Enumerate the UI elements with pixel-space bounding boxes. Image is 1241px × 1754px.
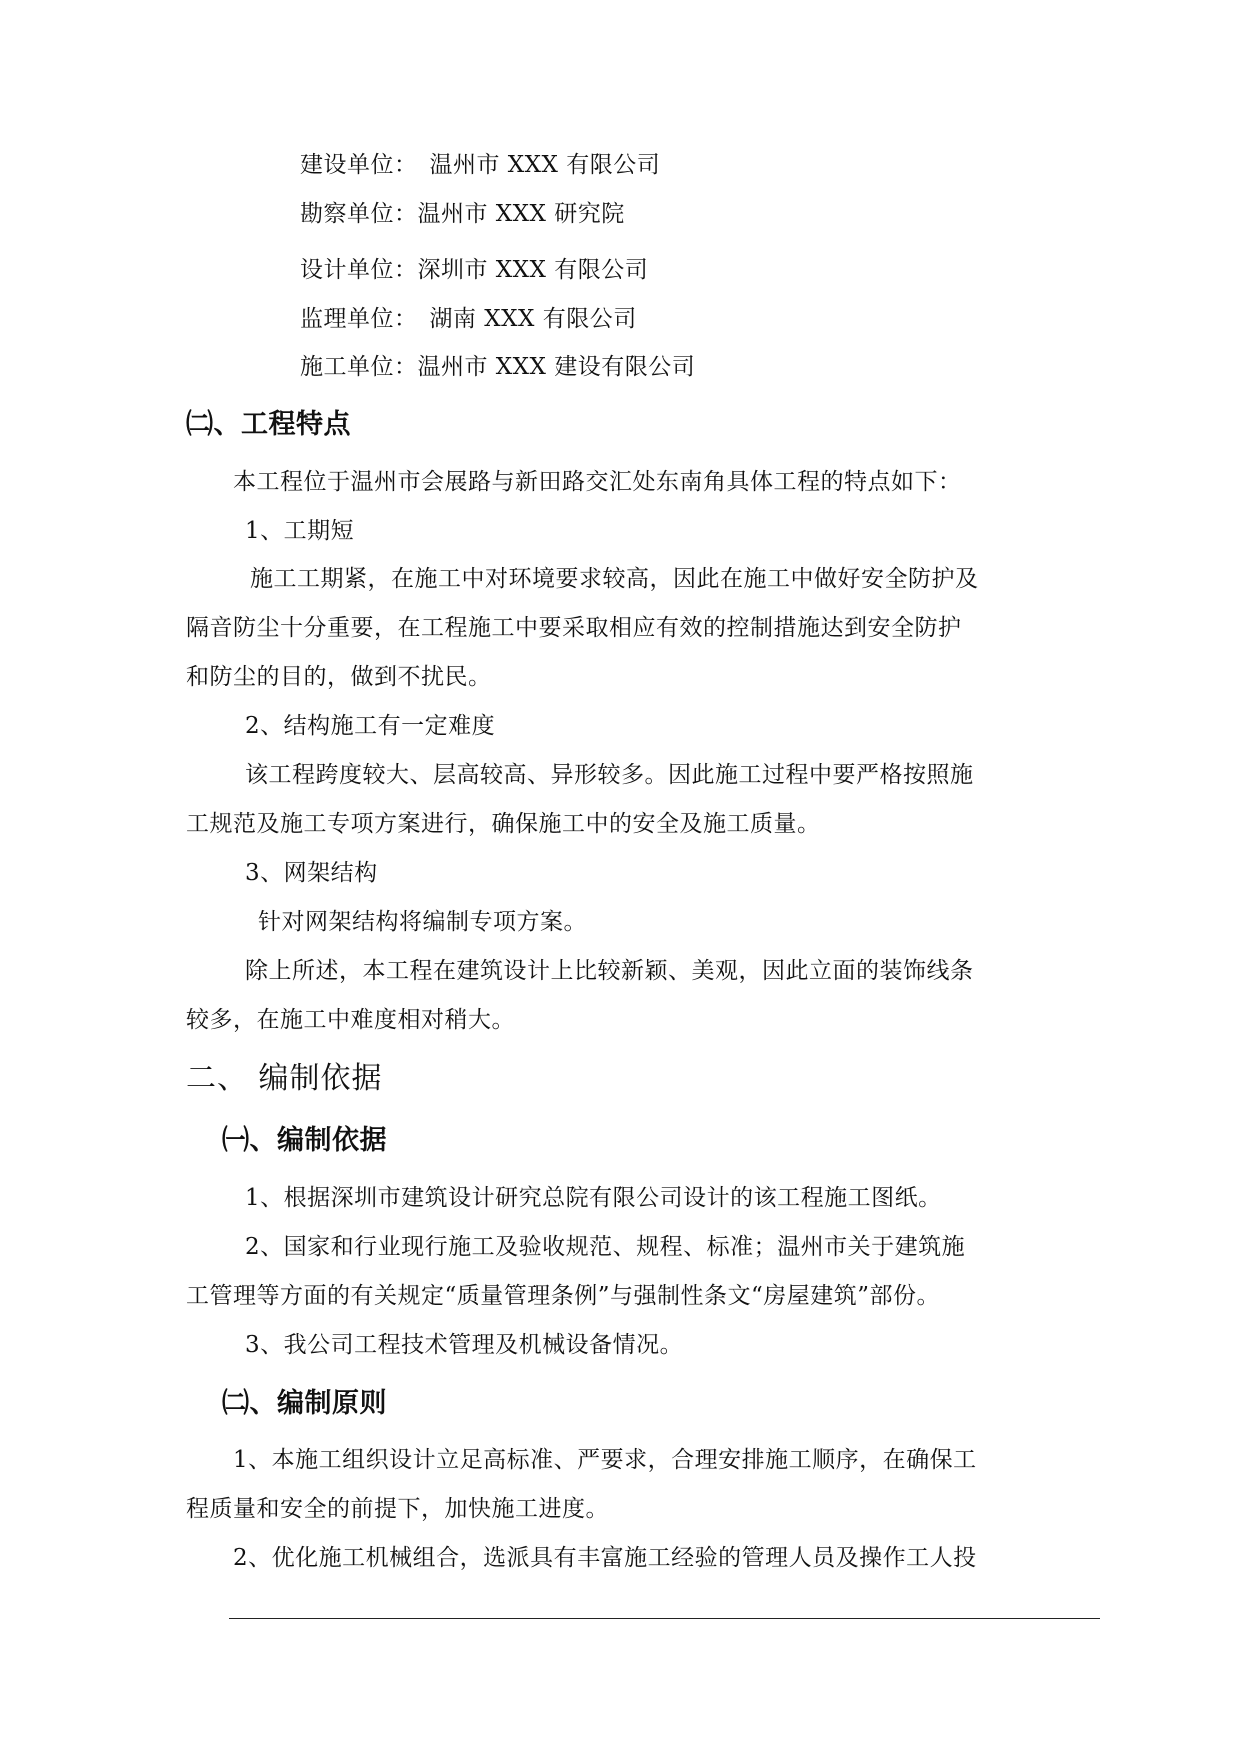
features-item3-title: 3、网架结构 <box>245 860 378 886</box>
features-item1-line3: 和防尘的目的，做到不扰民。 <box>186 664 492 690</box>
features-item2-line2: 工规范及施工专项方案进行，确保施工中的安全及施工质量。 <box>186 811 821 837</box>
features-item3-line1: 针对网架结构将编制专项方案。 <box>258 909 587 935</box>
basis-sub2-item1-line2: 程质量和安全的前提下，加快施工进度。 <box>186 1496 609 1522</box>
features-item2-line1: 该工程跨度较大、层高较高、异形较多。因此施工过程中要严格按照施 <box>245 762 974 788</box>
contractor-unit-line: 施工单位：温州市 XXX 建设有限公司 <box>300 354 696 380</box>
features-item1-title: 1、工期短 <box>245 518 355 544</box>
construction-unit-line: 建设单位： 温州市 XXX 有限公司 <box>300 152 661 178</box>
basis-sub2-item1-line1: 1、本施工组织设计立足高标准、严要求，合理安排施工顺序，在确保工 <box>233 1447 977 1473</box>
design-unit-line: 设计单位：深圳市 XXX 有限公司 <box>300 257 649 283</box>
features-intro: 本工程位于温州市会展路与新田路交汇处东南角具体工程的特点如下： <box>233 469 962 495</box>
features-item2-title: 2、结构施工有一定难度 <box>245 713 496 739</box>
survey-unit-line: 勘察单位：温州市 XXX 研究院 <box>300 201 625 227</box>
basis-section-heading: 二、 编制依据 <box>186 1061 383 1096</box>
features-summary-line2: 较多，在施工中难度相对稍大。 <box>186 1007 515 1033</box>
supervision-unit-line: 监理单位： 湖南 XXX 有限公司 <box>300 306 637 332</box>
basis-sub1-item1: 1、根据深圳市建筑设计研究总院有限公司设计的该工程施工图纸。 <box>245 1185 942 1211</box>
basis-sub2-heading: ㈡、编制原则 <box>222 1388 387 1419</box>
features-item1-line1: 施工工期紧，在施工中对环境要求较高，因此在施工中做好安全防护及 <box>250 566 979 592</box>
footer-divider <box>229 1618 1100 1619</box>
basis-sub1-heading: ㈠、编制依据 <box>222 1125 387 1156</box>
basis-sub1-item2-line2: 工管理等方面的有关规定“质量管理条例”与强制性条文“房屋建筑”部份。 <box>186 1283 941 1309</box>
basis-sub2-item2-line1: 2、优化施工机械组合，选派具有丰富施工经验的管理人员及操作工人投 <box>233 1545 977 1571</box>
basis-sub1-item2-line1: 2、国家和行业现行施工及验收规范、规程、标准；温州市关于建筑施 <box>245 1234 966 1260</box>
features-item1-line2: 隔音防尘十分重要，在工程施工中要采取相应有效的控制措施达到安全防护 <box>186 615 962 641</box>
features-summary-line1: 除上所述，本工程在建筑设计上比较新颖、美观，因此立面的装饰线条 <box>245 958 974 984</box>
basis-sub1-item3: 3、我公司工程技术管理及机械设备情况。 <box>245 1332 684 1358</box>
features-heading: ㈡、工程特点 <box>186 409 351 440</box>
